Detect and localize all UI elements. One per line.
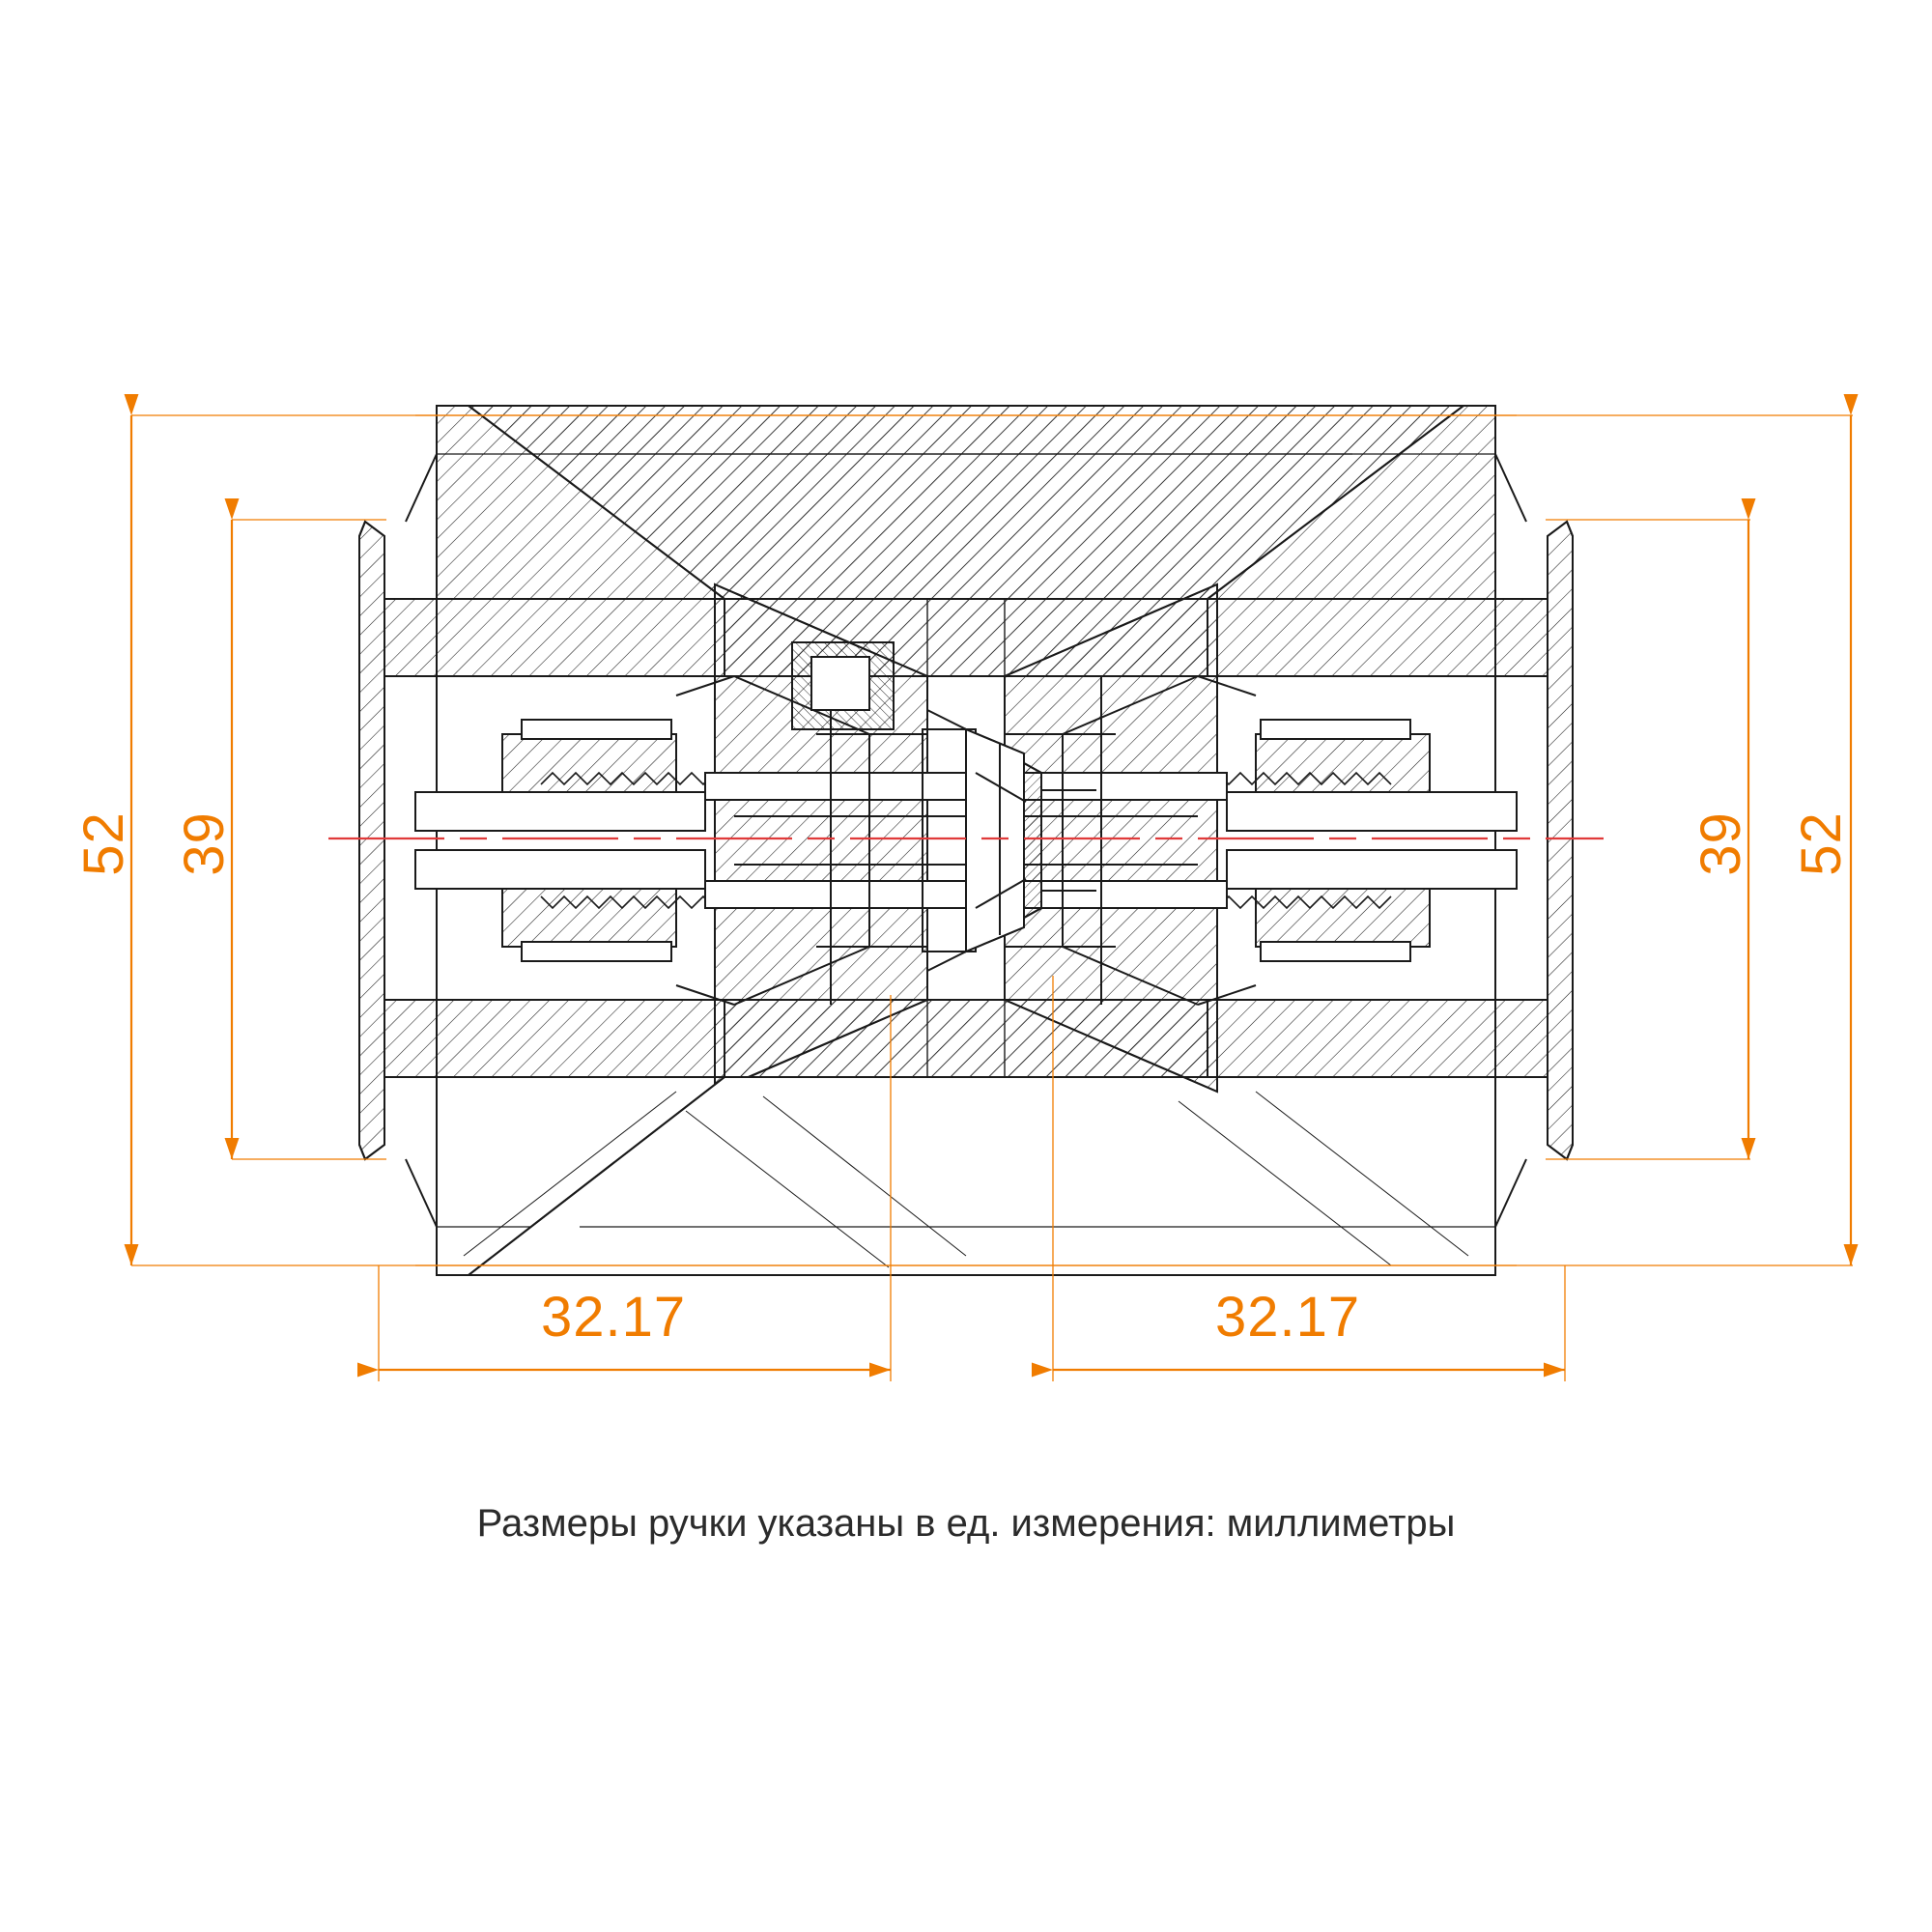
dimension-label-right-outer-height: 52: [1789, 811, 1853, 876]
dimension-label-left-outer-height: 52: [71, 811, 135, 876]
dimension-label-right-inner-height: 39: [1689, 811, 1752, 876]
dimension-label-left-width: 32.17: [541, 1286, 687, 1349]
dimension-label-right-width: 32.17: [1215, 1286, 1361, 1349]
dimension-label-left-inner-height: 39: [172, 811, 236, 876]
units-caption: Размеры ручки указаны в ед. измерения: миллиметры: [476, 1502, 1456, 1545]
